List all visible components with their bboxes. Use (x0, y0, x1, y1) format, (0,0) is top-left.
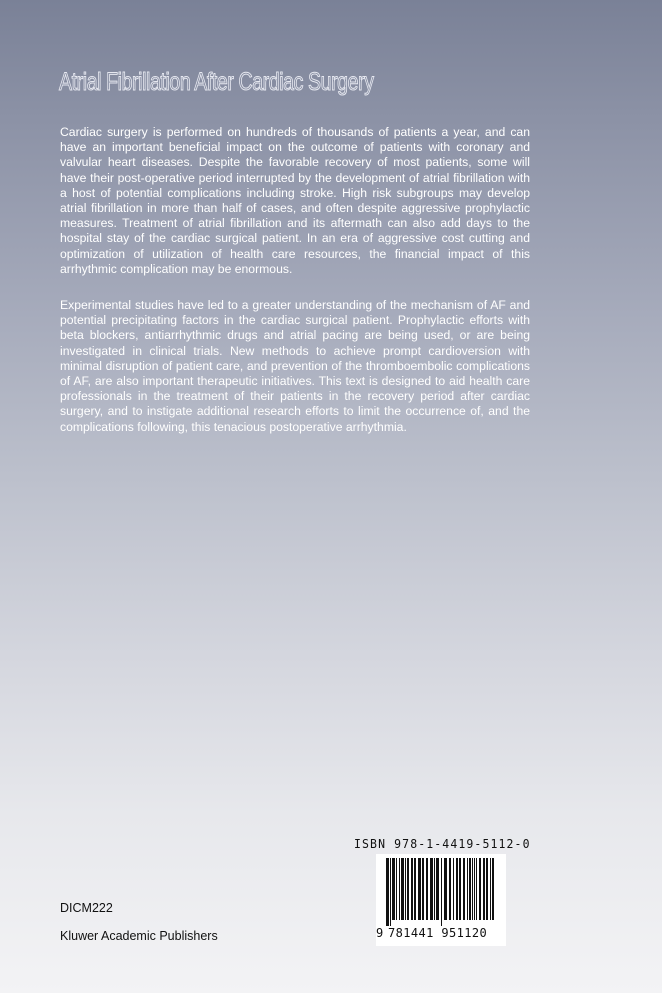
barcode-bar (453, 858, 454, 920)
barcode-bar (459, 858, 461, 920)
barcode-bar (390, 858, 391, 926)
barcode-bar (441, 858, 442, 926)
barcode-bar (401, 858, 404, 920)
description-paragraph-2: Experimental studies have led to a greater understanding of the mechanism of AF and potential precipitating factors in the cardiac surgical patient. Prophylactic efforts with beta blockers, antiarrhythmic drugs and atrial pacing are being used, or are being investigated in clinical trials. New methods to achieve prompt cardioversion with minimal disruption of patient care, and prevention of the thromboembolic complications of AF, are also important therapeutic initiatives. This text is designed to aid health care professionals in the treatment of their patients in the recovery period after cardiac surgery, and to instigate additional research efforts to limit the occurrence of, and the complications following, this tenacious postoperative arrhythmia. (60, 298, 530, 434)
barcode-bar (426, 858, 428, 920)
barcode-bar (392, 858, 395, 920)
isbn-label: ISBN 978-1-4419-5112-0 (354, 836, 531, 851)
barcode (376, 854, 506, 946)
barcode-bar (411, 858, 413, 920)
barcode-bar (472, 858, 473, 920)
description-paragraph-1: Cardiac surgery is performed on hundreds of thousands of patients a year, and can have an important beneficial impact on the outcome of patients with coronary and valvular heart diseases. Despite the favorable recovery of most patients, some will have their post-operative period interrupted by the development of atrial fibrillation with a host of potential complications including stroke. High risk subgroups may develop atrial fibrillation in more than half of cases, and often despite aggressive prophylactic measures. Treatment of atrial fibrillation and its aftermath can also add days to the hospital stay of the cardiac surgical patient. In an era of aggressive cost cutting and optimization of utilization of health care resources, the financial impact of this arrhythmic complication may be enormous. (60, 125, 530, 276)
barcode-bar (434, 858, 435, 920)
barcode-bar (486, 858, 488, 920)
barcode-bar (422, 858, 424, 920)
barcode-bar (463, 858, 465, 920)
barcode-bar (469, 858, 471, 920)
barcode-bar (407, 858, 409, 920)
barcode-bar (476, 858, 477, 920)
barcode-bar (396, 858, 397, 920)
barcode-bar (492, 858, 494, 920)
barcode-bar (430, 858, 433, 920)
barcode-bar (399, 858, 400, 920)
barcode-bar (483, 858, 485, 920)
barcode-bar (474, 858, 475, 920)
publisher-name: Kluwer Academic Publishers (60, 929, 218, 943)
barcode-bar (479, 858, 481, 920)
barcode-bar (405, 858, 406, 920)
barcode-bar (414, 858, 416, 920)
barcode-bar (386, 858, 389, 926)
barcode-digits: 781441 951120 (388, 926, 488, 940)
barcode-lead-digit: 9 (376, 926, 384, 940)
barcode-bar (418, 858, 421, 920)
barcode-bars (384, 858, 500, 926)
catalog-code: DICM222 (60, 901, 113, 915)
barcode-bar (436, 858, 439, 920)
barcode-bar (456, 858, 458, 920)
barcode-bar (490, 858, 491, 920)
barcode-bar (449, 858, 451, 920)
barcode-bar (467, 858, 468, 920)
barcode-bar (444, 858, 447, 920)
book-title: Atrial Fibrillation After Cardiac Surgery (59, 68, 374, 96)
